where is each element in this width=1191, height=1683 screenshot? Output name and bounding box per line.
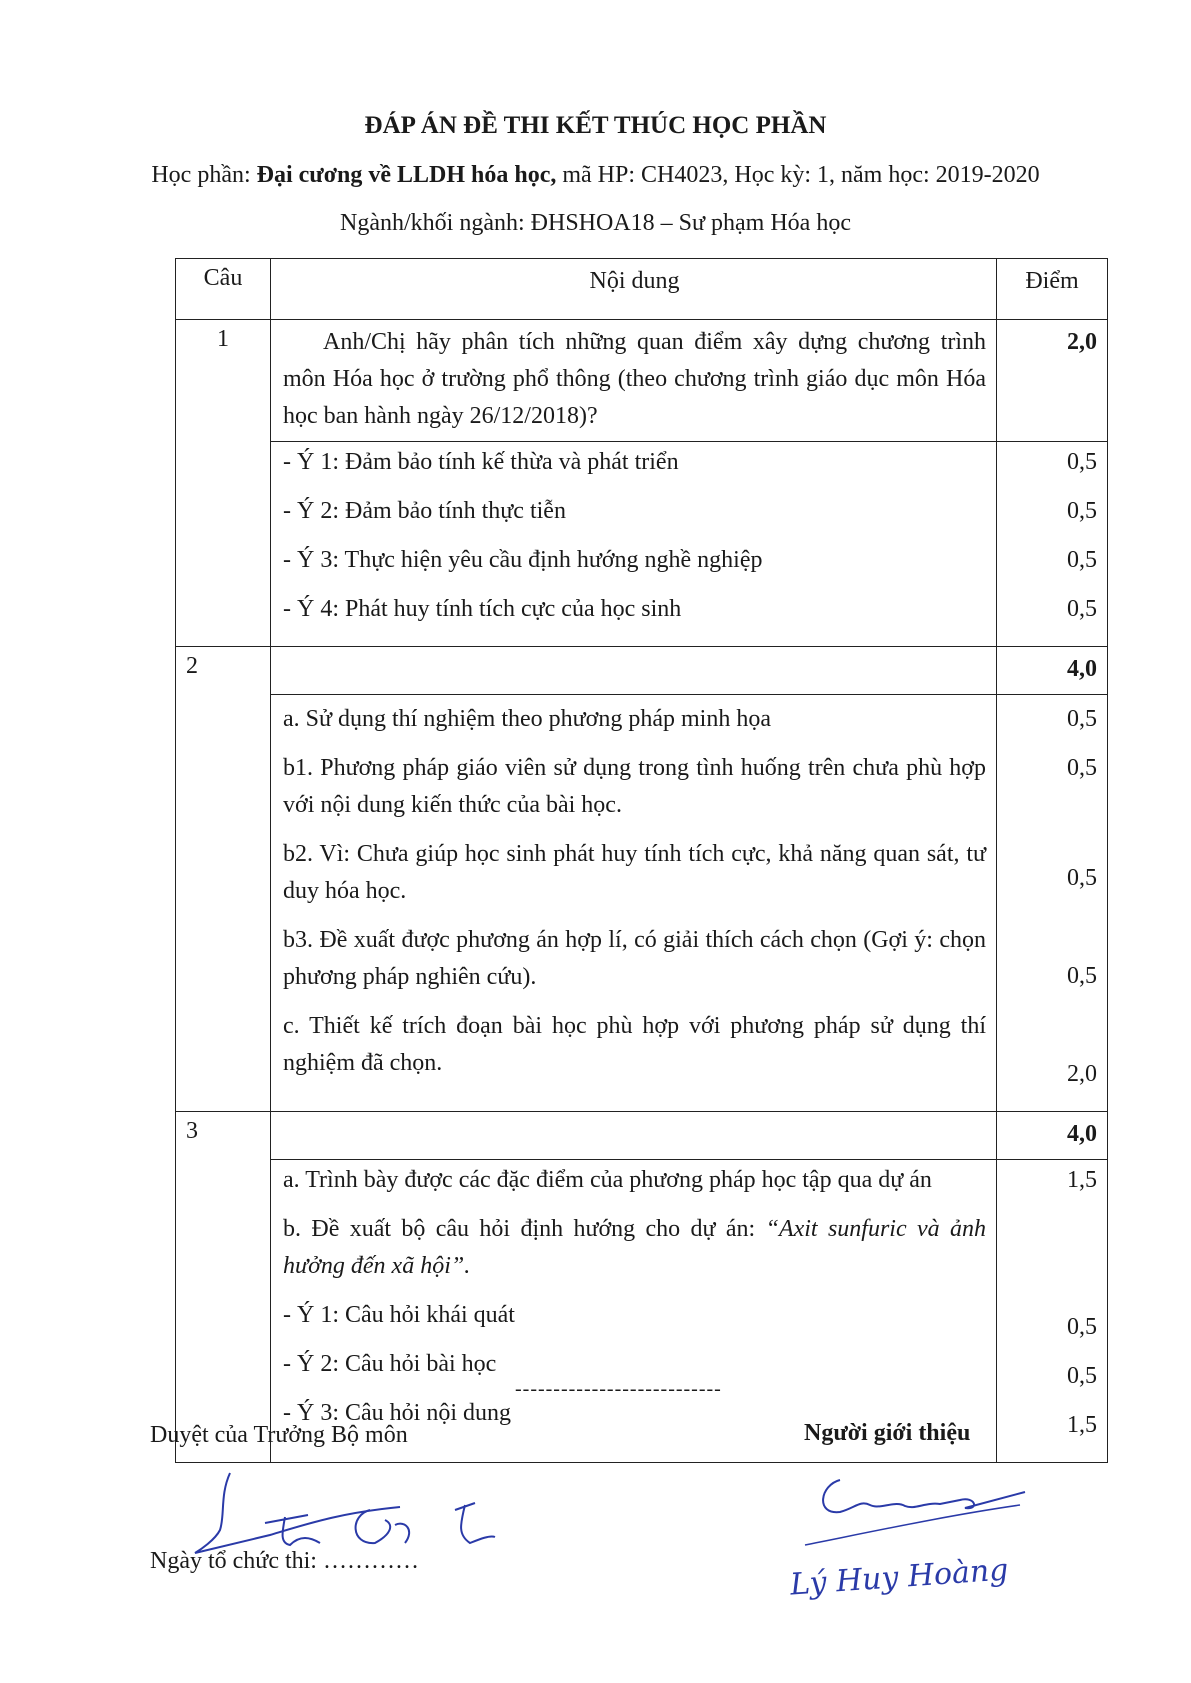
answer-item: b2. Vì: Chưa giúp học sinh phát huy tính tích cực, khả năng quan sát, tư duy hóa học. [283,841,986,904]
major-info: Ngành/khối ngành: ĐHSHOA18 – Sư phạm Hóa học [340,210,851,236]
item-score: 0,5 [1067,449,1097,475]
question-items-row [176,1160,1108,1463]
question-prompt [271,647,997,695]
item-score: 0,5 [1067,1314,1097,1340]
item-score: 0,5 [1067,755,1097,781]
course-details: mã HP: CH4023, Học kỳ: 1, năm học: 2019-2020 [556,162,1040,188]
answer-item: a. Sử dụng thí nghiệm theo phương pháp minh họa [283,706,771,732]
answer-item: b1. Phương pháp giáo viên sử dụng trong tình huống trên chưa phù hợp với nội dung kiến thức của bài học. [283,755,986,818]
introducer-signature [800,1470,1040,1550]
item-score: 1,5 [1067,1167,1097,1193]
item-score: 0,5 [1067,963,1097,989]
table-header-row [176,259,1108,320]
answer-item: b3. Đề xuất được phương án hợp lí, có giải thích cách chọn (Gợi ý: chọn phương pháp nghiên cứu). [283,927,986,990]
item-score: 0,5 [1067,498,1097,524]
header-score: Điểm [997,259,1108,320]
answer-item-text: b. Đề xuất bộ câu hỏi định hướng cho dự án: [283,1216,766,1242]
item-score: 0,5 [1067,596,1097,622]
answer-item: - Ý 3: Câu hỏi nội dung [283,1400,511,1426]
answer-item: - Ý 1: Câu hỏi khái quát [283,1302,515,1328]
header-content: Nội dung [271,259,997,320]
question-row [176,320,1108,442]
item-score: 0,5 [1067,547,1097,573]
department-head-signature [190,1465,540,1560]
course-name: Đại cương về LLDH hóa học, [256,162,557,188]
answer-item: - Ý 2: Câu hỏi bài học [283,1351,497,1377]
course-prefix: Học phần: [151,162,257,188]
question-number: 2 [176,647,271,1112]
question-number: 3 [176,1112,271,1463]
approval-label: Duyệt của Trưởng Bộ môn [150,1422,408,1448]
item-score: 0,5 [1067,865,1097,891]
question-prompt: Anh/Chị hãy phân tích những quan điểm xây dựng chương trình môn Hóa học ở trường phổ thông (theo chương trình giáo dục môn Hóa học ban hành ngày 26/12/2018)? [271,320,997,442]
question-total-score: 4,0 [997,1112,1108,1160]
exam-date-label: Ngày tổ chức thi: ………… [150,1548,419,1574]
introducer-label: Người giới thiệu [804,1420,971,1446]
question-row [176,647,1108,695]
item-score [997,1211,1097,1297]
item-score: 0,5 [1067,1363,1097,1389]
question-items-row [176,695,1108,1112]
course-info [0,162,1191,189]
answer-item: - Ý 3: Thực hiện yêu cầu định hướng nghề nghiệp [283,547,763,573]
question-number: 1 [176,320,271,647]
answer-item: c. Thiết kế trích đoạn bài học phù hợp với phương pháp sử dụng thí nghiệm đã chọn. [283,1013,986,1076]
answer-table [175,258,1108,1463]
question-total-score: 2,0 [997,320,1108,442]
question-prompt [271,1112,997,1160]
document-title: ĐÁP ÁN ĐỀ THI KẾT THÚC HỌC PHẦN [364,112,827,139]
answer-item [283,1211,986,1285]
project-title: “Axit sunfuric và ảnh hưởng đến xã hội”. [283,1216,986,1279]
separator-line: --------------------------- [515,1378,722,1400]
answer-item: - Ý 1: Đảm bảo tính kế thừa và phát triển [283,449,679,475]
item-score: 0,5 [1067,706,1097,732]
item-score: 1,5 [1067,1412,1097,1438]
question-total-score: 4,0 [997,647,1108,695]
answer-item: - Ý 4: Phát huy tính tích cực của học sinh [283,596,682,622]
introducer-handwritten-name: Lý Huy Hoàng [789,1552,1010,1603]
question-row [176,1112,1108,1160]
question-items-row [176,442,1108,647]
answer-item: - Ý 2: Đảm bảo tính thực tiễn [283,498,566,524]
item-score: 2,0 [1067,1061,1097,1087]
answer-item: a. Trình bày được các đặc điểm của phương pháp học tập qua dự án [283,1167,932,1193]
header-question: Câu [176,259,271,320]
